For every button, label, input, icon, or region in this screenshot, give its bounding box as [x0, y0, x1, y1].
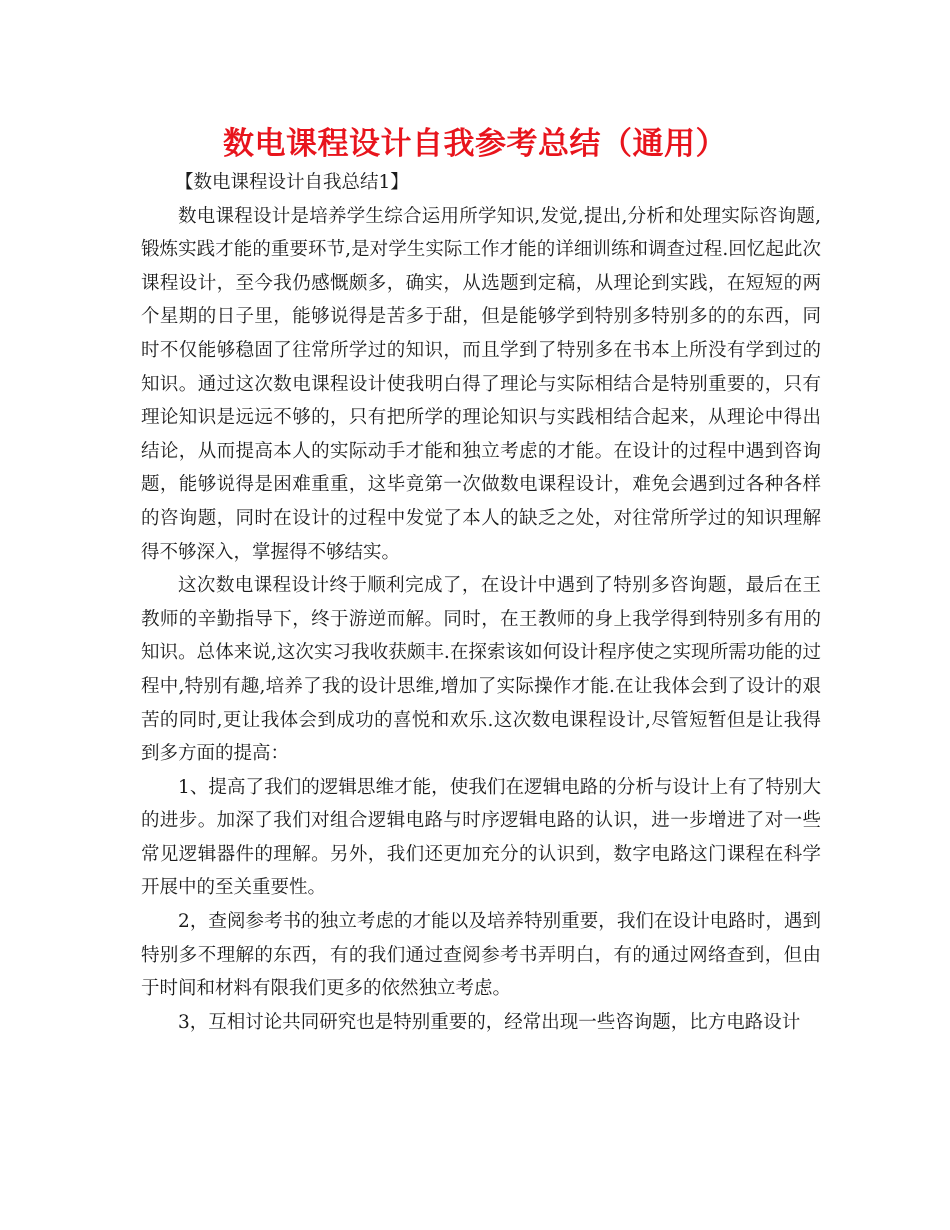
paragraph-4: 2，查阅参考书的独立考虑的才能以及培养特别重要，我们在设计电路时，遇到特别多不理解的东西，有的我们通过查阅参考书弄明白，有的通过网络查到，但由于时间和材料有限我们更多的依然独立考虑。	[141, 911, 821, 1000]
paragraph-5: 3，互相讨论共同研究也是特别重要的，经常出现一些咨询题，比方电路设计	[178, 1011, 801, 1033]
section-heading: 【数电课程设计自我总结1】	[175, 172, 409, 193]
paragraph-1: 数电课程设计是培养学生综合运用所学知识,发觉,提出,分析和处理实际咨询题,锻炼实践才能的重要环节,是对学生实际工作才能的详细训练和调查过程.回忆起此次课程设计，至今我仍感慨颇多，确实，从选题到定稿，从理论到实践，在短短的两个星期的日子里，能够说得是苦多于甜，但是能够学到特别多特别多的的东西，同时不仅能够稳固了往常所学过的知识，而且学到了特别多在书本上所没有学到过的知识。通过这次数电课程设计使我明白得了理论与实际相结合是特别重要的，只有理论知识是远远不够的，只有把所学的理论知识与实践相结合起来，从理论中得出结论，从而提高本人的实际动手才能和独立考虑的才能。在设计的过程中遇到咨询题，能够说得是困难重重，这毕竟第一次做数电课程设计，难免会遇到过各种各样的咨询题，同时在设计的过程中发觉了本人的缺乏之处，对往常所学过的知识理解得不够深入，掌握得不够结实。	[141, 205, 821, 563]
document-body	[141, 166, 821, 1039]
paragraph-2: 这次数电课程设计终于顺利完成了，在设计中遇到了特别多咨询题，最后在王教师的辛勤指导下，终于游逆而解。同时，在王教师的身上我学得到特别多有用的知识。总体来说,这次实习我收获颇丰.在探索该如何设计程序使之实现所需功能的过程中,特别有趣,培养了我的设计思维,增加了实际操作才能.在让我体会到了设计的艰苦的同时,更让我体会到成功的喜悦和欢乐.这次数电课程设计,尽管短暂但是让我得到多方面的提高：	[141, 575, 821, 765]
document-title: 数电课程设计自我参考总结（通用）	[223, 126, 727, 162]
paragraph-3: 1、提高了我们的逻辑思维才能，使我们在逻辑电路的分析与设计上有了特别大的进步。加深了我们对组合逻辑电路与时序逻辑电路的认识，进一步增进了对一些常见逻辑器件的理解。另外，我们还更加充分的认识到，数字电路这门课程在科学开展中的至关重要性。	[141, 776, 821, 899]
